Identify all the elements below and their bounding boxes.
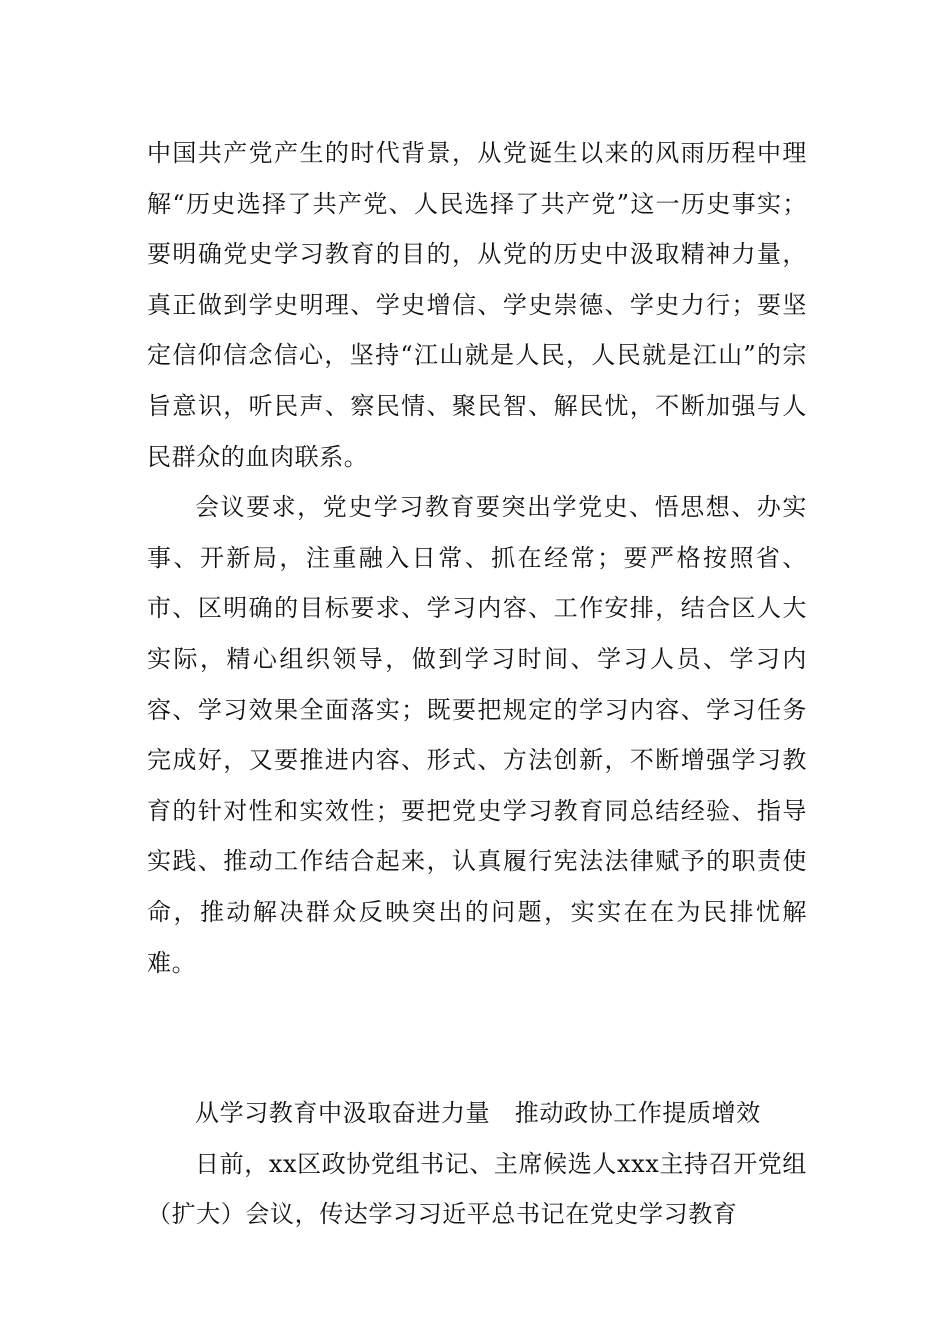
paragraph-continuation: 中国共产党产生的时代背景，从党诞生以来的风雨历程中理解“历史选择了共产党、人民选择了共产党”这一历史事实；要明确党史学习教育的目的，从党的历史中汲取精神力量，真正做到学史明理、学史增信、学史崇德、学史力行；要坚定信仰信念信心，坚持“江山就是人民，人民就是江山”的宗旨意识，听民声、察民情、聚民智、解民忧，不断加强与人民群众的血肉联系。 xyxy=(147,139,807,471)
document-body xyxy=(147,128,807,1240)
paragraph-meeting-requirements: 会议要求，党史学习教育要突出学党史、悟思想、办实事、开新局，注重融入日常、抓在经常；要严格按照省、市、区明确的目标要求、学习内容、工作安排，结合区人大实际，精心组织领导，做到学习时间、学习人员、学习内容、学习效果全面落实；既要把规定的学习内容、学习任务完成好，又要推进内容、形式、方法创新，不断增强学习教育的针对性和实效性；要把党史学习教育同总结经验、指导实践、推动工作结合起来，认真履行宪法法律赋予的职责使命，推动解决群众反映突出的问题，实实在在为民排忧解难。 xyxy=(147,493,807,977)
paragraph-section-intro: 日前，xx区政协党组书记、主席候选人xxx主持召开党组（扩大）会议，传达学习习近平总书记在党史学习教育 xyxy=(147,1149,807,1229)
section-title: 从学习教育中汲取奋进力量 推动政协工作提质增效 xyxy=(195,1099,761,1128)
section-spacer xyxy=(147,988,807,1088)
